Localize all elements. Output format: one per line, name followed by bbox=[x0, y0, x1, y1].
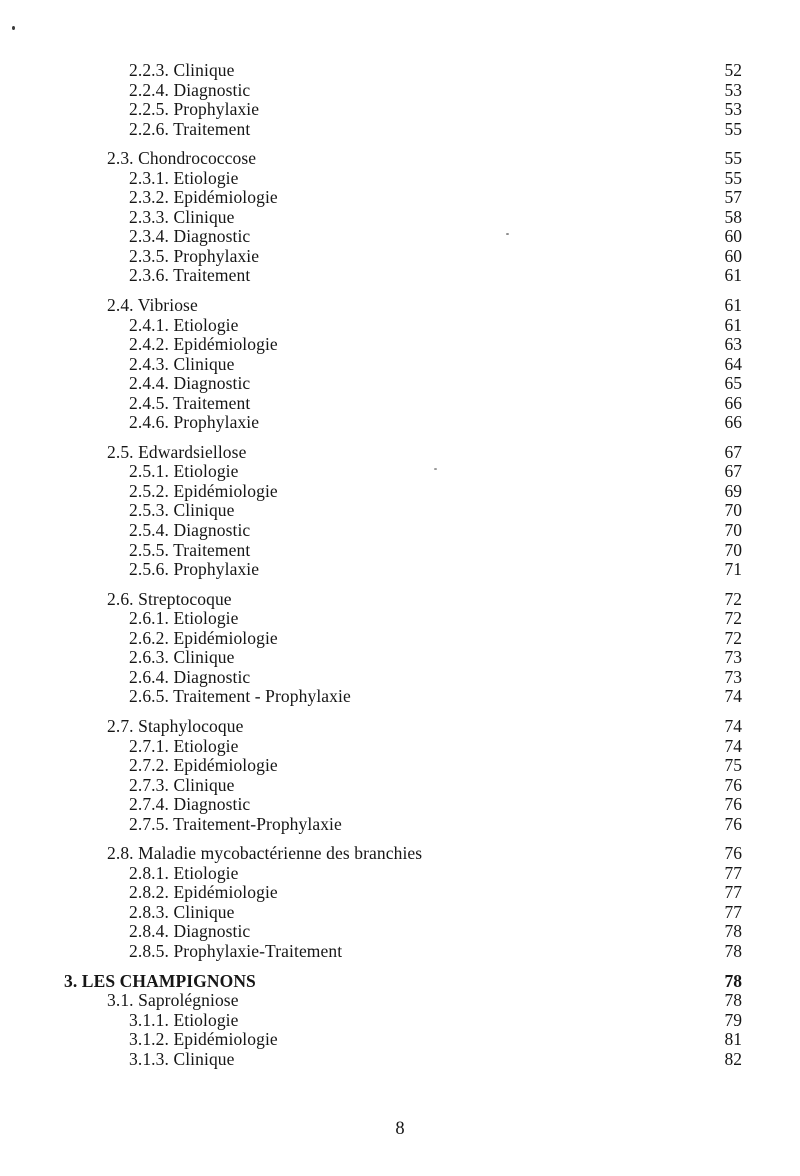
toc-entry-page-number: 78 bbox=[724, 970, 742, 991]
table-of-contents bbox=[0, 61, 800, 1069]
toc-entry-page-number: 70 bbox=[724, 520, 742, 541]
toc-entry-page-number: 74 bbox=[724, 735, 742, 756]
toc-entry-label: 2.8.2. Epidémiologie bbox=[129, 882, 278, 903]
toc-entry bbox=[0, 903, 800, 923]
toc-entry-label: 2.3.2. Epidémiologie bbox=[129, 187, 278, 208]
toc-entry-label: 2.3.3. Clinique bbox=[129, 206, 235, 227]
toc-entry-label: 2.5.6. Prophylaxie bbox=[129, 559, 260, 580]
toc-entry bbox=[0, 227, 800, 247]
toc-entry-label: 2.6.1. Etiologie bbox=[129, 608, 239, 629]
toc-entry-page-number: 76 bbox=[724, 774, 742, 795]
toc-entry-label: 2.6.4. Diagnostic bbox=[129, 666, 251, 687]
toc-entry bbox=[0, 560, 800, 580]
toc-entry-label: 2.4.1. Etiologie bbox=[129, 314, 239, 335]
toc-entry-page-number: 53 bbox=[724, 99, 742, 120]
toc-entry bbox=[0, 864, 800, 884]
toc-entry bbox=[0, 717, 800, 737]
toc-entry-label: 3. LES CHAMPIGNONS bbox=[64, 970, 256, 991]
toc-entry bbox=[0, 335, 800, 355]
toc-entry bbox=[0, 609, 800, 629]
scan-speck bbox=[12, 26, 15, 30]
toc-entry-page-number: 69 bbox=[724, 480, 742, 501]
toc-entry-label: 2.4. Vibriose bbox=[107, 295, 198, 316]
toc-entry-label: 3.1.2. Epidémiologie bbox=[129, 1029, 278, 1050]
toc-entry bbox=[0, 883, 800, 903]
toc-entry-label: 2.4.2. Epidémiologie bbox=[129, 334, 278, 355]
toc-entry-label: 2.8.5. Prophylaxie-Traitement bbox=[129, 940, 343, 961]
toc-entry-page-number: 55 bbox=[724, 167, 742, 188]
toc-entry bbox=[0, 922, 800, 942]
toc-entry bbox=[0, 374, 800, 394]
toc-entry bbox=[0, 296, 800, 316]
toc-entry-label: 2.8.1. Etiologie bbox=[129, 862, 239, 883]
toc-entry-page-number: 65 bbox=[724, 373, 742, 394]
toc-entry-page-number: 67 bbox=[724, 461, 742, 482]
toc-entry-label: 2.7. Staphylocoque bbox=[107, 715, 244, 736]
toc-entry bbox=[0, 756, 800, 776]
toc-entry-page-number: 70 bbox=[724, 539, 742, 560]
toc-entry-label: 2.3.1. Etiologie bbox=[129, 167, 239, 188]
toc-entry bbox=[0, 815, 800, 835]
toc-entry bbox=[0, 1011, 800, 1031]
toc-entry-page-number: 78 bbox=[724, 940, 742, 961]
toc-entry-page-number: 72 bbox=[724, 627, 742, 648]
toc-entry-label: 2.2.4. Diagnostic bbox=[129, 79, 251, 100]
toc-entry-label: 2.4.4. Diagnostic bbox=[129, 373, 251, 394]
toc-entry-page-number: 76 bbox=[724, 843, 742, 864]
toc-entry bbox=[0, 266, 800, 286]
toc-entry-page-number: 74 bbox=[724, 686, 742, 707]
toc-entry-page-number: 61 bbox=[724, 314, 742, 335]
toc-entry-label: 2.3.6. Traitement bbox=[129, 265, 251, 286]
toc-entry-page-number: 78 bbox=[724, 990, 742, 1011]
toc-entry-label: 3.1.3. Clinique bbox=[129, 1048, 235, 1069]
toc-entry-label: 2.3.4. Diagnostic bbox=[129, 226, 251, 247]
toc-entry-page-number: 76 bbox=[724, 813, 742, 834]
toc-entry-page-number: 58 bbox=[724, 206, 742, 227]
toc-entry bbox=[0, 100, 800, 120]
toc-entry-label: 2.8. Maladie mycobactérienne des branchies bbox=[107, 843, 423, 864]
toc-entry bbox=[0, 629, 800, 649]
toc-entry bbox=[0, 795, 800, 815]
toc-entry-label: 2.2.5. Prophylaxie bbox=[129, 99, 260, 120]
toc-entry bbox=[0, 972, 800, 992]
toc-entry-page-number: 61 bbox=[724, 265, 742, 286]
toc-entry bbox=[0, 501, 800, 521]
toc-entry-label: 2.6.3. Clinique bbox=[129, 647, 235, 668]
toc-entry-page-number: 70 bbox=[724, 500, 742, 521]
toc-entry-page-number: 57 bbox=[724, 187, 742, 208]
toc-entry bbox=[0, 413, 800, 433]
toc-entry-page-number: 53 bbox=[724, 79, 742, 100]
toc-entry-label: 2.4.5. Traitement bbox=[129, 392, 251, 413]
toc-entry-label: 2.7.3. Clinique bbox=[129, 774, 235, 795]
toc-entry-page-number: 60 bbox=[724, 226, 742, 247]
toc-entry-label: 3.1.1. Etiologie bbox=[129, 1009, 239, 1030]
toc-entry bbox=[0, 737, 800, 757]
toc-entry-label: 2.2.6. Traitement bbox=[129, 118, 251, 139]
toc-entry-label: 2.7.2. Epidémiologie bbox=[129, 755, 278, 776]
toc-entry-page-number: 52 bbox=[724, 60, 742, 80]
toc-entry-label: 2.6.5. Traitement - Prophylaxie bbox=[129, 686, 351, 707]
toc-entry-page-number: 55 bbox=[724, 118, 742, 139]
toc-entry-page-number: 72 bbox=[724, 588, 742, 609]
toc-entry-label: 2.5.5. Traitement bbox=[129, 539, 251, 560]
toc-entry-page-number: 67 bbox=[724, 441, 742, 462]
toc-entry-label: 3.1. Saprolégniose bbox=[107, 990, 239, 1011]
toc-entry-page-number: 66 bbox=[724, 412, 742, 433]
toc-entry bbox=[0, 61, 800, 81]
toc-entry-page-number: 76 bbox=[724, 794, 742, 815]
toc-entry bbox=[0, 1050, 800, 1070]
toc-entry-label: 2.4.3. Clinique bbox=[129, 353, 235, 374]
toc-entry-label: 2.5.1. Etiologie bbox=[129, 461, 239, 482]
toc-entry-label: 2.4.6. Prophylaxie bbox=[129, 412, 260, 433]
toc-entry bbox=[0, 521, 800, 541]
page-number: 8 bbox=[395, 1119, 405, 1139]
toc-entry-page-number: 55 bbox=[724, 148, 742, 169]
toc-entry-page-number: 63 bbox=[724, 334, 742, 355]
toc-entry bbox=[0, 541, 800, 561]
toc-entry-label: 2.3. Chondrococcose bbox=[107, 148, 257, 169]
toc-entry bbox=[0, 394, 800, 414]
toc-entry-label: 2.3.5. Prophylaxie bbox=[129, 245, 260, 266]
toc-entry bbox=[0, 355, 800, 375]
toc-entry bbox=[0, 844, 800, 864]
toc-entry-page-number: 78 bbox=[724, 921, 742, 942]
toc-entry-label: 2.8.3. Clinique bbox=[129, 901, 235, 922]
toc-entry-label: 2.7.4. Diagnostic bbox=[129, 794, 251, 815]
toc-entry-label: 2.2.3. Clinique bbox=[129, 60, 235, 80]
toc-entry-page-number: 60 bbox=[724, 245, 742, 266]
toc-entry bbox=[0, 482, 800, 502]
toc-entry bbox=[0, 443, 800, 463]
toc-entry bbox=[0, 208, 800, 228]
toc-entry bbox=[0, 169, 800, 189]
toc-entry-page-number: 82 bbox=[724, 1048, 742, 1069]
toc-entry-page-number: 66 bbox=[724, 392, 742, 413]
toc-entry-page-number: 73 bbox=[724, 647, 742, 668]
toc-entry-label: 2.5. Edwardsiellose bbox=[107, 441, 247, 462]
toc-entry-page-number: 75 bbox=[724, 755, 742, 776]
toc-entry-page-number: 79 bbox=[724, 1009, 742, 1030]
toc-entry bbox=[0, 81, 800, 101]
toc-entry-page-number: 61 bbox=[724, 295, 742, 316]
toc-entry-page-number: 71 bbox=[724, 559, 742, 580]
toc-entry-label: 2.7.1. Etiologie bbox=[129, 735, 239, 756]
toc-entry bbox=[0, 462, 800, 482]
toc-entry bbox=[0, 590, 800, 610]
toc-entry-page-number: 81 bbox=[724, 1029, 742, 1050]
toc-entry-page-number: 72 bbox=[724, 608, 742, 629]
toc-entry bbox=[0, 991, 800, 1011]
toc-entry bbox=[0, 668, 800, 688]
toc-entry-page-number: 77 bbox=[724, 901, 742, 922]
toc-entry bbox=[0, 942, 800, 962]
toc-entry-page-number: 73 bbox=[724, 666, 742, 687]
toc-entry-label: 2.5.2. Epidémiologie bbox=[129, 480, 278, 501]
toc-entry bbox=[0, 648, 800, 668]
toc-entry bbox=[0, 776, 800, 796]
toc-entry-page-number: 64 bbox=[724, 353, 742, 374]
toc-entry bbox=[0, 316, 800, 336]
toc-entry-page-number: 74 bbox=[724, 715, 742, 736]
toc-entry bbox=[0, 149, 800, 169]
toc-entry-label: 2.5.3. Clinique bbox=[129, 500, 235, 521]
toc-entry bbox=[0, 687, 800, 707]
toc-entry-page-number: 77 bbox=[724, 862, 742, 883]
toc-entry bbox=[0, 120, 800, 140]
toc-entry bbox=[0, 1030, 800, 1050]
toc-entry-label: 2.5.4. Diagnostic bbox=[129, 520, 251, 541]
toc-entry-label: 2.7.5. Traitement-Prophylaxie bbox=[129, 813, 342, 834]
toc-entry-label: 2.6. Streptocoque bbox=[107, 588, 232, 609]
toc-entry bbox=[0, 247, 800, 267]
toc-entry bbox=[0, 188, 800, 208]
toc-entry-label: 2.8.4. Diagnostic bbox=[129, 921, 251, 942]
toc-entry-label: 2.6.2. Epidémiologie bbox=[129, 627, 278, 648]
toc-entry-page-number: 77 bbox=[724, 882, 742, 903]
